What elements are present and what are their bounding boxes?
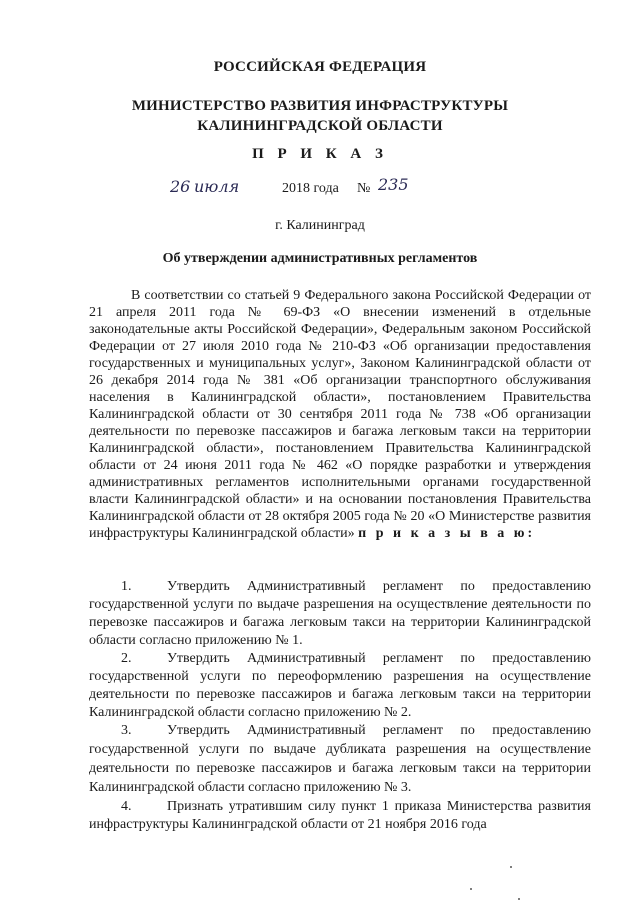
preamble-paragraph <box>89 287 591 542</box>
item-text: Признать утратившим силу пункт 1 приказа Министерства развития инфраструктуры Калининградской области от 21 ноября 2016 года <box>89 799 591 832</box>
item-number: 4. <box>121 799 132 814</box>
item-text: Утвердить Административный регламент по предоставлению государственной услуги по выдаче разрешения на осуществление деятельности по перевозке пассажиров и багажа легковым такси на территории Калининградской области согласно приложению № 1. <box>89 579 591 648</box>
handwritten-month: июля <box>194 177 240 196</box>
order-subject: Об утверждении административных регламентов <box>162 251 478 266</box>
item-number: 2. <box>121 651 132 666</box>
number-label: № <box>357 181 371 196</box>
handwritten-number: 235 <box>378 175 409 194</box>
item-text: Утвердить Административный регламент по предоставлению государственной услуги по переоформлению разрешения на осуществление деятельности по перевозке пассажиров и багажа легковым такси на территории Калининградской области согласно приложению № 2. <box>89 651 591 720</box>
scan-speck <box>510 866 512 868</box>
ministry-heading-line2: КАЛИНИНГРАДСКОЙ ОБЛАСТИ <box>197 118 443 134</box>
item-text: Утвердить Административный регламент по предоставлению государственной услуги по выдаче дубликата разрешения на осуществление деятельности по перевозке пассажиров и багажа легковым такси на территории Калининградской области согласно приложению № 3. <box>89 723 591 795</box>
item-number: 3. <box>121 723 132 738</box>
order-item <box>89 798 591 834</box>
date-year: 2018 года <box>282 181 339 196</box>
date-line <box>170 177 470 203</box>
country-heading: РОССИЙСКАЯ ФЕДЕРАЦИЯ <box>213 59 427 75</box>
city-line: г. Калининград <box>275 218 365 233</box>
order-item <box>89 650 591 722</box>
document-type-title: П Р И К А З <box>252 146 388 162</box>
item-number: 1. <box>121 579 132 594</box>
order-verb: п р и к а з ы в а ю: <box>358 526 536 541</box>
order-item <box>89 578 591 650</box>
scan-speck <box>518 898 520 900</box>
scan-speck <box>470 888 472 890</box>
preamble-text: В соответствии со статьей 9 Федерального закона Российской Федерации от 21 апреля 2011 года № 69-ФЗ «О внесении изменений в отдельные законодательные акты Российской Федерации», Федеральным законом Российской Федерации от 27 июля 2010 года № 210-ФЗ «Об организации предоставления государственных и муниципальных услуг», Законом Калининградской области от 26 декабря 2014 года № 381 «Об организации транспортного обслуживания населения в Калининградской области», постановлением Правительства Калининградской области от 30 сентября 2011 года № 738 «Об организации деятельности по перевозке пассажиров и багажа легковым такси на территории Калининградской области», постановлением Правительства Калининградской области от 24 июня 2011 года № 462 «О порядке разработки и утверждения административных регламентов исполнительными органами государственной власти Калининградской области» и на основании постановления Правительства Калининградской области от 28 октября 2005 года № 20 «О Министерстве развития инфраструктуры Калининградской области» <box>89 288 591 541</box>
ministry-heading-line1: МИНИСТЕРСТВО РАЗВИТИЯ ИНФРАСТРУКТУРЫ <box>131 98 509 114</box>
handwritten-day: 26 <box>170 177 191 196</box>
order-item <box>89 721 591 797</box>
ministry-heading <box>0 96 640 136</box>
